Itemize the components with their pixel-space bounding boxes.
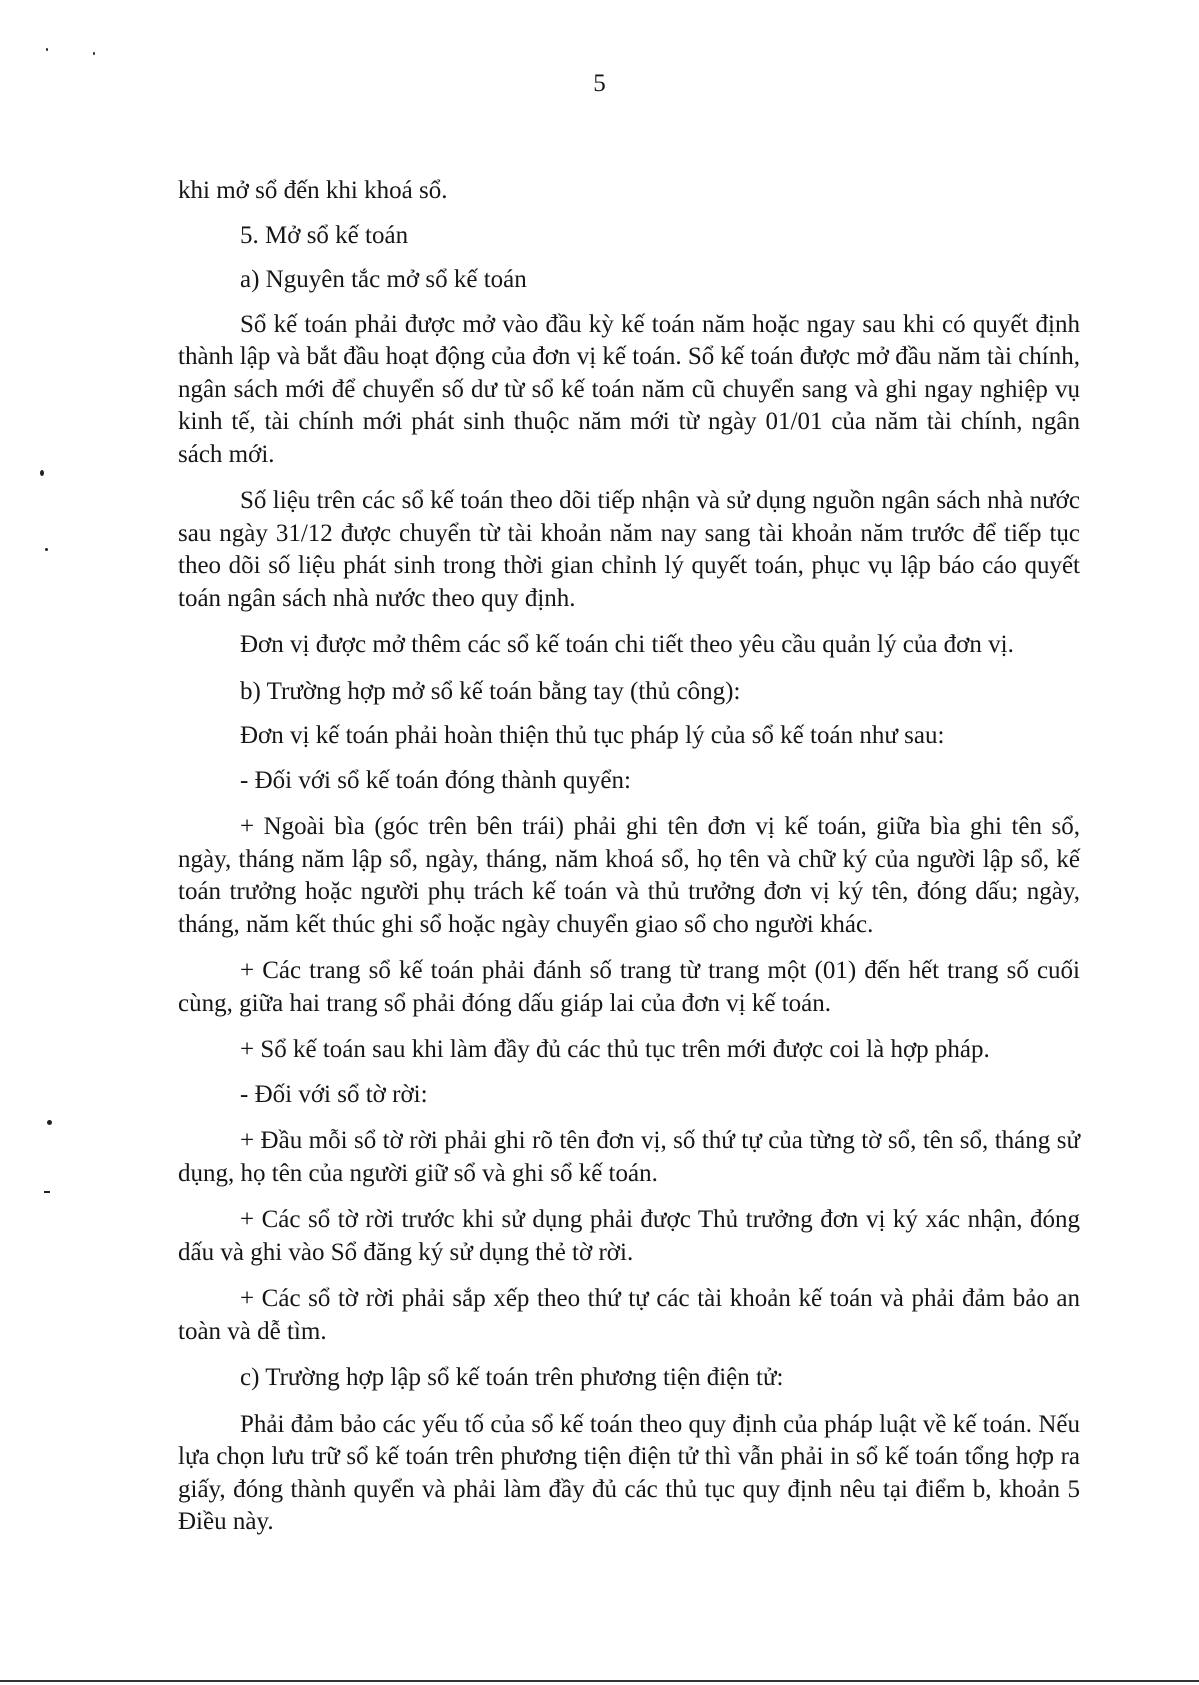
list-item-sheet-approval: + Các sổ tờ rời trước khi sử dụng phải được Thủ trưởng đơn vị ký xác nhận, đóng dấu và ghi vào Sổ đăng ký sử dụng thẻ tờ rời. — [178, 1206, 1080, 1266]
scan-mark — [44, 1191, 50, 1193]
paragraph-opening-principle: Sổ kế toán phải được mở vào đầu kỳ kế toán năm hoặc ngay sau khi có quyết định thành lập và bắt đầu hoạt động của đơn vị kế toán. Sổ kế toán được mở đầu năm tài chính, ngân sách mới để chuyển số dư từ sổ kế toán năm cũ chuyển sang và ghi ngay nghiệp vụ kinh tế, tài chính mới phát sinh thuộc năm mới từ ngày 01/01 của năm tài chính, ngân sách mới. — [178, 310, 1080, 468]
page-number: 5 — [593, 70, 606, 97]
page-bottom-edge — [0, 1680, 1199, 1682]
list-item-legal-validity: + Sổ kế toán sau khi làm đầy đủ các thủ tục trên mới được coi là hợp pháp. — [240, 1036, 990, 1063]
list-item-sheet-order: + Các sổ tờ rời phải sắp xếp theo thứ tự các tài khoản kế toán và phải đảm bảo an toàn và dễ tìm. — [178, 1285, 1080, 1345]
subsection-heading-b: b) Trường hợp mở sổ kế toán bằng tay (thủ công): — [240, 677, 741, 705]
scan-speck — [46, 48, 48, 51]
scan-speck — [93, 52, 95, 55]
list-item-page-numbering: + Các trang sổ kế toán phải đánh số trang từ trang một (01) đến hết trang số cuối cùng, giữa hai trang sổ phải đóng dấu giáp lai của đơn vị kế toán. — [178, 957, 1080, 1017]
subsection-heading-c: c) Trường hợp lập sổ kế toán trên phương tiện điện tử: — [240, 1364, 784, 1391]
paragraph-legal-procedures: Đơn vị kế toán phải hoàn thiện thủ tục pháp lý của sổ kế toán như sau: — [240, 722, 945, 749]
scan-speck — [45, 548, 48, 551]
paragraph-budget-data: Số liệu trên các sổ kế toán theo dõi tiếp nhận và sử dụng nguồn ngân sách nhà nước sau ngày 31/12 được chuyển từ tài khoản năm nay sang tài khoản năm trước để tiếp tục theo dõi số liệu phát sinh trong thời gian chỉnh lý quyết toán, phục vụ lập báo cáo quyết toán ngân sách nhà nước theo quy định. — [178, 487, 1080, 612]
list-item-sheet-header: + Đầu mỗi sổ tờ rời phải ghi rõ tên đơn vị, số thứ tự của từng tờ sổ, tên sổ, tháng sử dụng, họ tên của người giữ sổ và ghi sổ kế toán. — [178, 1127, 1080, 1187]
scan-speck — [47, 1120, 52, 1125]
document-body — [178, 175, 1080, 1539]
list-item-cover-info: + Ngoài bìa (góc trên bên trái) phải ghi tên đơn vị kế toán, giữa bìa ghi tên sổ, ngày, tháng năm lập sổ, ngày, tháng, năm khoá sổ, họ tên và chữ ký của người lập sổ, kế toán trưởng hoặc người phụ trách kế toán và thủ trưởng đơn vị ký tên, đóng dấu; ngày, tháng, năm kết thúc ghi sổ hoặc ngày chuyển giao sổ cho người khác. — [178, 813, 1080, 938]
paragraph-continuation: khi mở sổ đến khi khoá sổ. — [178, 177, 448, 204]
scan-speck — [40, 470, 44, 476]
section-heading-5: 5. Mở sổ kế toán — [240, 221, 409, 249]
paragraph-detail-ledgers: Đơn vị được mở thêm các sổ kế toán chi tiết theo yêu cầu quản lý của đơn vị. — [240, 631, 1014, 658]
paragraph-electronic-ledger: Phải đảm bảo các yếu tố của sổ kế toán theo quy định của pháp luật về kế toán. Nếu lựa chọn lưu trữ sổ kế toán trên phương tiện điện tử thì vẫn phải in sổ kế toán tổng hợp ra giấy, đóng thành quyển và phải làm đầy đủ các thủ tục quy định nêu tại điểm b, khoản 5 Điều này. — [178, 1410, 1080, 1535]
list-item-loose-sheets: - Đối với sổ tờ rời: — [240, 1080, 428, 1108]
subsection-heading-a: a) Nguyên tắc mở sổ kế toán — [240, 266, 527, 293]
list-item-bound-ledger: - Đối với sổ kế toán đóng thành quyển: — [240, 766, 631, 794]
